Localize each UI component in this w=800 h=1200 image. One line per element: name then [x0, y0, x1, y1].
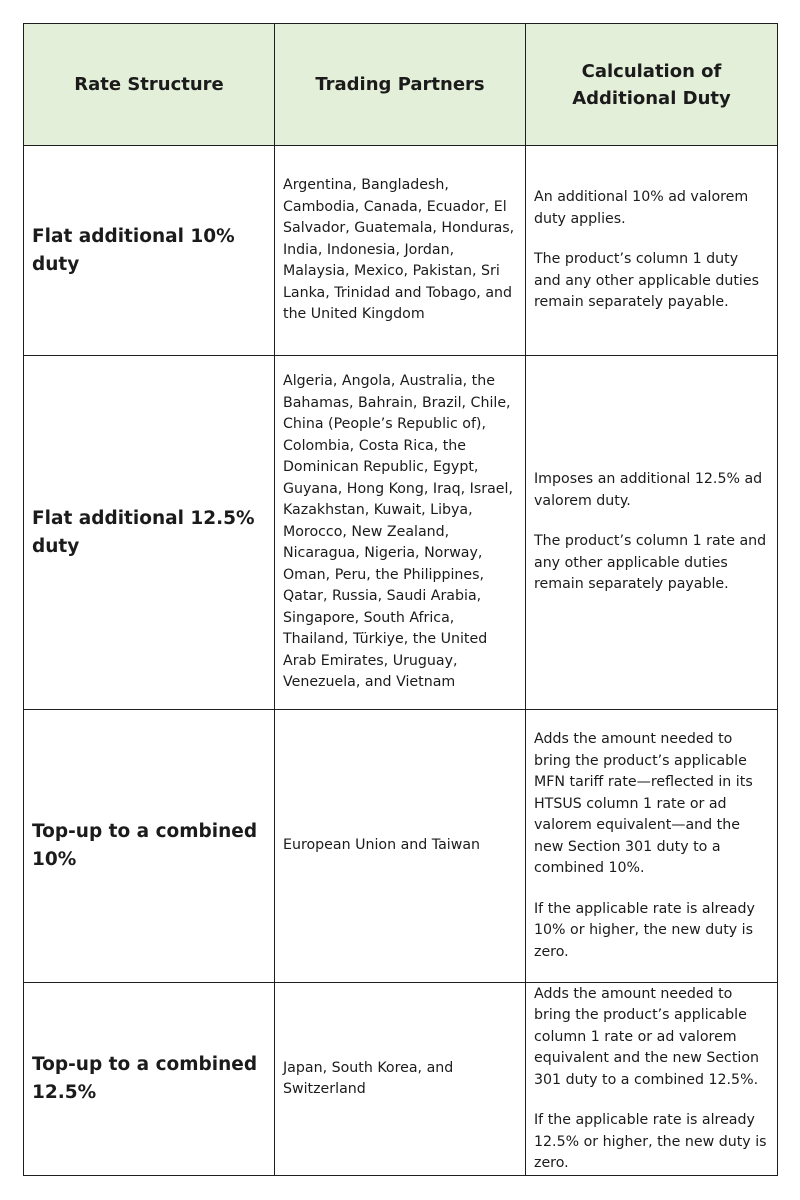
- trading-partners-cell: Argentina, Bangladesh, Cambodia, Canada, Ecuador, El Salvador, Guatemala, Honduras, India, Indonesia, Jordan, Malaysia, Mexico, Pakistan, Sri Lanka, Trinidad and Tobago, and the United Kingdom: [275, 146, 526, 356]
- calculation-paragraph: The product’s column 1 duty and any other applicable duties remain separately payable.: [534, 251, 759, 311]
- rate-structure-cell: Top-up to a combined 10%: [24, 710, 275, 983]
- trading-partners-cell: Algeria, Angola, Australia, the Bahamas, Bahrain, Brazil, Chile, China (People’s Republic of), Colombia, Costa Rica, the Dominican Republic, Egypt, Guyana, Hong Kong, Iraq, Israel, Kazakhstan, Kuwait, Libya, Morocco, New Zealand, Nicaragua, Nigeria, Norway, Oman, Peru, the Philippines, Qatar, Russia, Saudi Arabia, Singapore, South Africa, Thailand, Türkiye, the United Arab Emirates, Uruguay, Venezuela, and Vietnam: [275, 356, 526, 710]
- duty-rate-table: [23, 23, 778, 1176]
- header-calculation: Calculation of Additional Duty: [526, 24, 778, 146]
- calculation-paragraph: Adds the amount needed to bring the product’s applicable column 1 rate or ad valorem equivalent and the new Section 301 duty to a combined 12.5%.: [534, 985, 760, 1088]
- table-header-row: [24, 24, 778, 146]
- table-row: [24, 146, 778, 356]
- calculation-paragraph: An additional 10% ad valorem duty applies.: [534, 189, 749, 227]
- rate-structure-cell: Flat additional 10% duty: [24, 146, 275, 356]
- rate-structure-cell: Flat additional 12.5% duty: [24, 356, 275, 710]
- calculation-cell: [526, 710, 778, 983]
- calculation-paragraph: Imposes an additional 12.5% ad valorem duty.: [534, 471, 763, 509]
- calculation-paragraph: If the applicable rate is already 12.5% or higher, the new duty is zero.: [534, 1112, 767, 1171]
- trading-partners-cell: Japan, South Korea, and Switzerland: [275, 983, 526, 1176]
- header-trading-partners: Trading Partners: [275, 24, 526, 146]
- header-rate-structure: Rate Structure: [24, 24, 275, 146]
- table-row: [24, 356, 778, 710]
- calculation-cell: [526, 983, 778, 1176]
- calculation-cell: [526, 356, 778, 710]
- calculation-paragraph: If the applicable rate is already 10% or higher, the new duty is zero.: [534, 900, 755, 960]
- calculation-paragraph: Adds the amount needed to bring the product’s applicable MFN tariff rate—reflected in its HTSUS column 1 rate or ad valorem equivalent—and the new Section 301 duty to a combined 10%.: [534, 731, 753, 876]
- rate-structure-cell: Top-up to a combined 12.5%: [24, 983, 275, 1176]
- trading-partners-cell: European Union and Taiwan: [275, 710, 526, 983]
- table-row: [24, 983, 778, 1176]
- calculation-cell: [526, 146, 778, 356]
- calculation-paragraph: The product’s column 1 rate and any other applicable duties remain separately payable.: [534, 533, 767, 593]
- table-row: [24, 710, 778, 983]
